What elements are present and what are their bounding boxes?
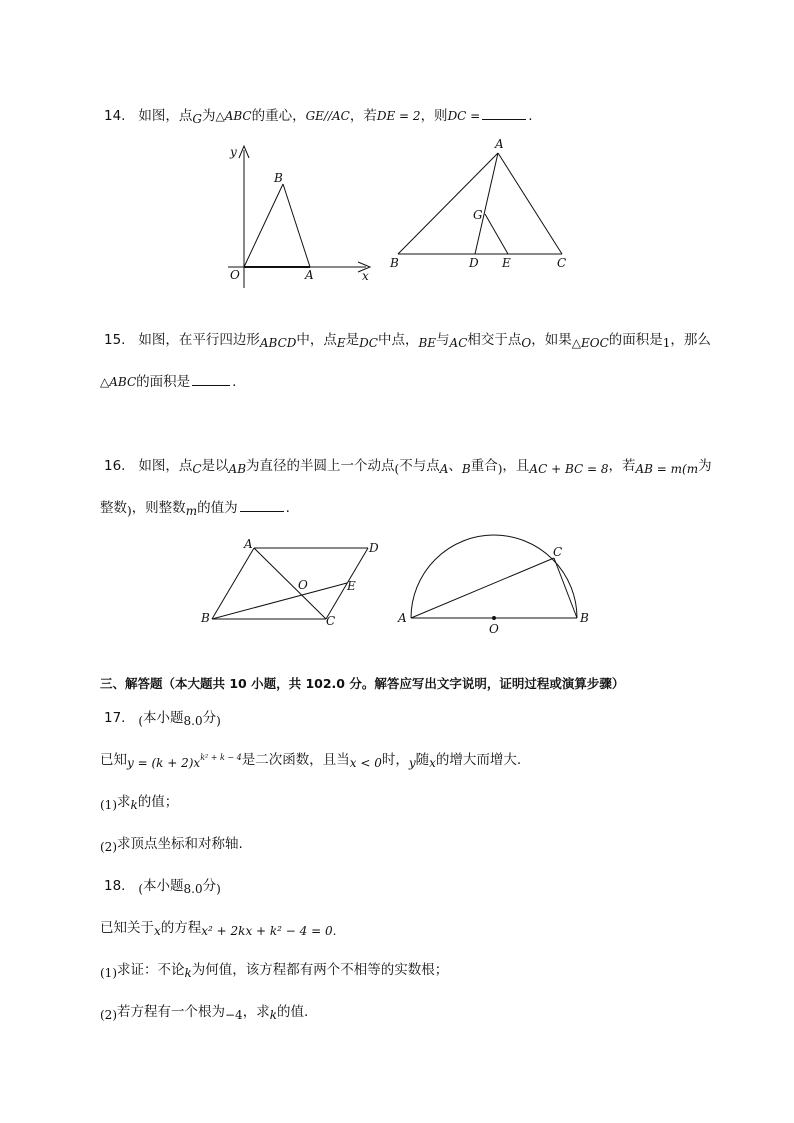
text: 的重心， xyxy=(251,108,306,124)
text: 求 xyxy=(117,794,131,810)
text: . xyxy=(232,374,237,390)
figure-centroid-triangle xyxy=(390,138,580,268)
math-BE: BE xyxy=(418,336,437,350)
label-G: G xyxy=(473,208,483,222)
math-ABC: ABC xyxy=(224,109,252,123)
part-number: (1) xyxy=(100,966,117,980)
question-18-part-2 xyxy=(100,1002,308,1022)
math-G: G xyxy=(192,112,202,126)
math-DE-equals-2: DE = 2 xyxy=(376,109,421,123)
text: 为 xyxy=(698,458,712,474)
paren: ( xyxy=(138,882,144,896)
math-k: k xyxy=(130,798,138,812)
question-17-stem xyxy=(100,750,521,772)
label-O: O xyxy=(230,268,240,282)
label-C: C xyxy=(557,256,567,270)
text: 重合 xyxy=(470,458,498,474)
math-exponent: k² + k − 4 xyxy=(200,753,242,762)
question-number: 14. xyxy=(104,108,126,124)
label-A: A xyxy=(244,537,253,551)
math-root: −4 xyxy=(225,1008,243,1022)
question-18-part-1 xyxy=(100,960,448,980)
question-16-line-2 xyxy=(100,498,290,518)
label-D: D xyxy=(369,541,379,555)
label-A: A xyxy=(305,268,314,282)
text: ，若 xyxy=(608,458,636,474)
label-C: C xyxy=(553,545,563,559)
text: 不与点 xyxy=(399,458,440,474)
label-O: O xyxy=(298,578,308,592)
label-E: E xyxy=(502,256,511,270)
text: 求顶点坐标和对称轴. xyxy=(117,836,243,852)
math-condition: x < 0 xyxy=(349,756,382,770)
score: 8.0 xyxy=(183,882,203,896)
question-18-header xyxy=(104,876,221,896)
math-m: m xyxy=(185,504,198,518)
text: ，那么 xyxy=(670,332,711,348)
text: 为何值，该方程都有两个不相等的实数根； xyxy=(191,962,449,978)
text: 时， xyxy=(381,752,409,768)
text: 与 xyxy=(436,332,450,348)
text: 本小题 xyxy=(143,878,184,894)
math-y: y xyxy=(408,756,416,770)
math-A: A xyxy=(439,462,449,476)
text: 分 xyxy=(202,710,217,726)
math-x: x xyxy=(154,924,161,938)
question-14 xyxy=(104,106,533,126)
text: ，若 xyxy=(349,108,377,124)
label-A: A xyxy=(398,611,407,625)
part-number: (2) xyxy=(100,840,117,854)
triangle-symbol: △ xyxy=(100,375,110,389)
question-number: 16. xyxy=(104,458,126,474)
text: 如图，点 xyxy=(138,108,193,124)
text: 的值； xyxy=(137,794,179,810)
text: . xyxy=(528,108,533,124)
text: 如图，在平行四边形 xyxy=(138,332,260,348)
math-GE-parallel-AC: GE//AC xyxy=(305,109,350,123)
math-EOC: EOC xyxy=(580,336,609,350)
math-B: B xyxy=(461,462,471,476)
question-17-part-2 xyxy=(100,834,243,854)
text: 的面积是 xyxy=(136,374,191,390)
math-O: O xyxy=(521,336,532,350)
text: 的增大而增大. xyxy=(435,752,522,768)
question-15-line-1 xyxy=(104,330,711,350)
math-AB-equals-m: AB = m(m xyxy=(635,462,699,476)
figure-coordinate-triangle xyxy=(220,138,380,288)
text: . xyxy=(332,924,337,938)
text: 如图，点 xyxy=(138,458,193,474)
math-AB: AB xyxy=(228,462,247,476)
text: 是 xyxy=(345,332,360,348)
question-number: 15. xyxy=(104,332,126,348)
text: ，求 xyxy=(242,1004,270,1020)
text: 分 xyxy=(202,878,217,894)
text: ，则 xyxy=(420,108,448,124)
figure-parallelogram xyxy=(198,538,398,638)
question-18-stem xyxy=(100,918,336,938)
text: 随 xyxy=(415,752,430,768)
text: 是二次函数，且当 xyxy=(241,752,350,768)
label-E: E xyxy=(347,579,356,593)
text: 整数 xyxy=(100,500,127,516)
math-k: k xyxy=(184,966,192,980)
text: 中，点 xyxy=(296,332,337,348)
text: 已知关于 xyxy=(100,920,154,936)
label-O: O xyxy=(489,622,499,636)
text: 的值为 xyxy=(197,500,238,516)
text: 若方程有一个根为 xyxy=(117,1004,225,1020)
text: 中点， xyxy=(377,332,419,348)
text: ，如果 xyxy=(531,332,572,348)
text: 、 xyxy=(448,458,462,474)
paren: ) xyxy=(497,462,503,476)
score: 8.0 xyxy=(183,714,203,728)
answer-blank xyxy=(240,499,284,512)
text: 本小题 xyxy=(143,710,184,726)
triangle-symbol: △ xyxy=(571,336,581,350)
math-ABCD: ABCD xyxy=(259,336,297,350)
text: 为直径的半圆上一个动点 xyxy=(246,458,395,474)
text: 相交于点 xyxy=(467,332,522,348)
triangle-symbol: △ xyxy=(215,109,225,123)
question-16-line-1 xyxy=(104,456,712,476)
text: 为 xyxy=(201,108,216,124)
math-AC: AC xyxy=(449,336,468,350)
part-number: (1) xyxy=(100,798,117,812)
section-heading: 三、解答题（本大题共 10 小题，共 102.0 分。解答应写出文字说明，证明过程或演算步骤） xyxy=(100,676,625,691)
question-17-part-1 xyxy=(100,792,178,812)
paren: ) xyxy=(216,714,221,728)
label-B: B xyxy=(201,611,210,625)
text: ，则整数 xyxy=(131,500,186,516)
question-number: 17. xyxy=(104,710,126,726)
label-B: B xyxy=(390,256,399,270)
label-C: C xyxy=(326,614,336,628)
text: . xyxy=(285,500,290,516)
text: ，且 xyxy=(502,458,530,474)
paren: ( xyxy=(394,462,400,476)
label-D: D xyxy=(469,256,479,270)
math-k: k xyxy=(269,1008,277,1022)
text: 求证：不论 xyxy=(117,962,185,978)
answer-blank xyxy=(192,373,230,386)
question-17-header xyxy=(104,708,221,728)
question-number: 18. xyxy=(104,878,126,894)
text: 的值. xyxy=(276,1004,309,1020)
text: 的面积是 xyxy=(608,332,663,348)
label-B: B xyxy=(580,611,589,625)
paren: ) xyxy=(127,504,132,518)
paren: ) xyxy=(216,882,221,896)
math-E: E xyxy=(336,336,346,350)
math-equation: x² + 2kx + k² − 4 = 0 xyxy=(201,924,333,938)
label-x: x xyxy=(362,269,369,283)
label-B: B xyxy=(274,171,283,185)
math-DC-equals: DC = xyxy=(447,109,481,123)
math-1: 1 xyxy=(662,336,671,350)
math-ABC: ABC xyxy=(109,375,137,389)
math-AC-plus-BC: AC + BC = 8 xyxy=(529,462,609,476)
text: 的方程 xyxy=(160,920,202,936)
math-DC: DC xyxy=(359,336,378,350)
paren: ( xyxy=(138,714,144,728)
math-x: x xyxy=(429,756,436,770)
text: 已知 xyxy=(100,752,127,768)
label-y: y xyxy=(230,145,237,159)
answer-blank xyxy=(482,107,526,120)
part-number: (2) xyxy=(100,1008,117,1022)
label-A: A xyxy=(495,137,504,151)
math-function: y = (k + 2)x xyxy=(127,756,201,770)
text: 是以 xyxy=(201,458,229,474)
math-C: C xyxy=(192,462,202,476)
figure-semicircle xyxy=(396,538,596,638)
question-15-line-2 xyxy=(100,372,236,392)
